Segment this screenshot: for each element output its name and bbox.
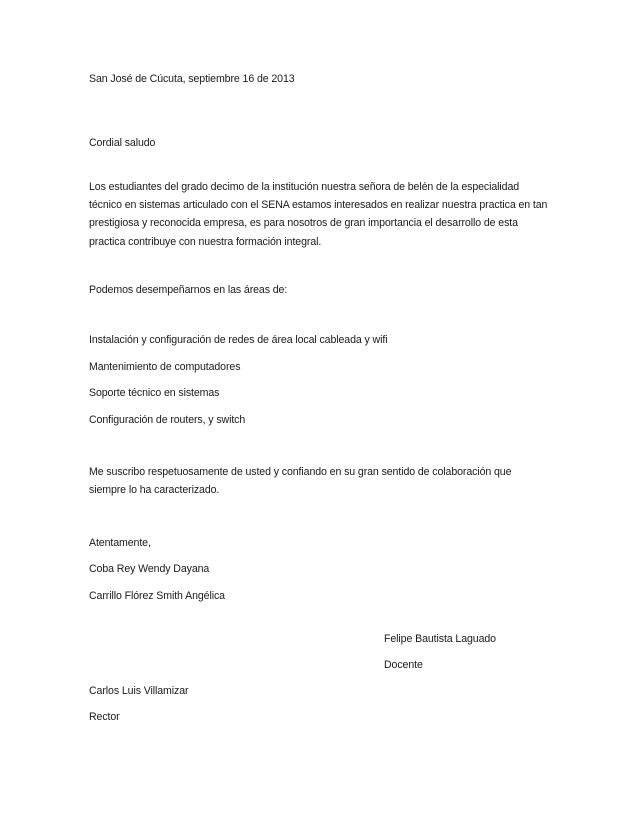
teacher-name: Felipe Bautista Laguado xyxy=(384,633,496,645)
student-name: Coba Rey Wendy Dayana xyxy=(89,563,210,575)
student-name: Carrillo Flórez Smith Angélica xyxy=(89,590,225,602)
sign-off: Atentamente, xyxy=(89,537,151,549)
area-item: Instalación y configuración de redes de área local cableada y wifi xyxy=(89,334,388,346)
intro-line: Los estudiantes del grado decimo de la institución nuestra señora de belén de la especialidad xyxy=(89,181,520,193)
closing-paragraph xyxy=(89,463,559,499)
intro-line: técnico en sistemas articulado con el SENA estamos interesados en realizar nuestra practica en tan xyxy=(89,199,548,212)
letter-greeting: Cordial saludo xyxy=(89,137,156,149)
rector-name: Carlos Luis Villamizar xyxy=(89,685,189,697)
intro-line: prestigiosa y reconocida empresa, es para nosotros de gran importancia el desarrollo de esta xyxy=(89,217,518,230)
teacher-title: Docente xyxy=(384,659,423,671)
area-item: Soporte técnico en sistemas xyxy=(89,387,220,399)
rector-title: Rector xyxy=(89,711,120,723)
letter-date: San José de Cúcuta, septiembre 16 de 2013 xyxy=(89,73,295,85)
closing-line: siempre lo ha caracterizado. xyxy=(89,484,220,497)
closing-line: Me suscribo respetuosamente de usted y confiando en su gran sentido de colaboración que xyxy=(89,466,512,478)
area-item: Configuración de routers, y switch xyxy=(89,414,246,426)
areas-intro: Podemos desempeñarnos en las áreas de: xyxy=(89,284,288,296)
intro-line: practica contribuye con nuestra formación integral. xyxy=(89,235,322,248)
intro-paragraph xyxy=(89,178,559,251)
area-item: Mantenimiento de computadores xyxy=(89,361,241,373)
